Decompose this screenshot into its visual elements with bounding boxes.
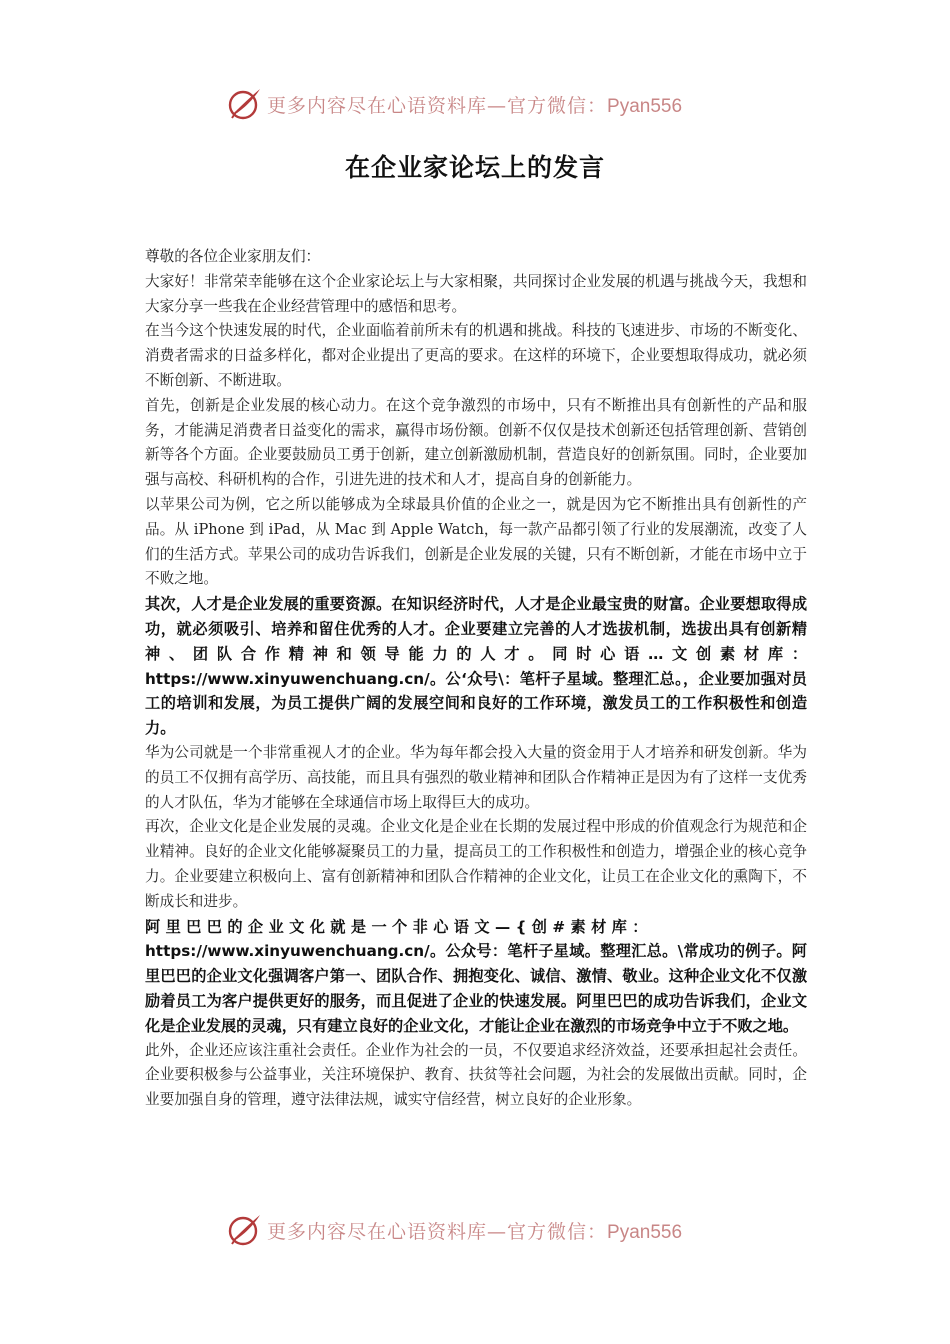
paragraph: 再次，企业文化是企业发展的灵魂。企业文化是企业在长期的发展过程中形成的价值观念行为规范和企业精神。良好的企业文化能够凝聚员工的力量，提高员工的工作积极性和创造力，增强企业的核心竞争力。企业要建立积极向上、富有创新精神和团队合作精神的企业文化，让员工在企业文化的熏陶下，不断成长和进步。: [145, 818, 807, 910]
paragraph: 大家好！非常荣幸能够在这个企业家论坛上与大家相聚，共同探讨企业发展的机遇与挑战今天，我想和大家分享一些我在企业经营管理中的感悟和思考。: [145, 272, 807, 315]
paragraph-bold: 其次，人才是企业发展的重要资源。在知识经济时代，人才是企业最宝贵的财富。企业要想取得成功，就必须吸引、培养和留住优秀的人才。企业要建立完善的人才选拔机制，选拔出具有创新精神、团队合作精神和领导能力的人才。同时心语…文创素材库：https://www.xinyuwenchuang.cn/。公‘众号\：笔杆子星域。整理汇总。，企业要加强对员工的培训和发展，为员工提供广阔的发展空间和良好的工作环境，激发员工的工作积极性和创造力。: [145, 595, 807, 738]
wechat-id: Pyan556: [607, 95, 683, 117]
banner-text: 更多内容尽在心语资料库—官方微信：Pyan556: [267, 94, 683, 117]
paragraph: 华为公司就是一个非常重视人才的企业。华为每年都会投入大量的资金用于人才培养和研发创新。华为的员工不仅拥有高学历、高技能，而且具有强烈的敬业精神和团队合作精神正是因为有了这样一支优秀的人才队伍，华为才能够在全球通信市场上取得巨大的成功。: [145, 743, 807, 811]
paragraph-bold: https://www.xinyuwenchuang.cn/。公众号：笔杆子星域。整理汇总。\常成功的例子。阿里巴巴的企业文化强调客户第一、团队合作、拥抱变化、诚信、激情、敬业。这种企业文化不仅激励着员工为客户提供更好的服务，而且促进了企业的快速发展。阿里巴巴的成功告诉我们，企业文化是企业发展的灵魂，只有建立良好的企业文化，才能让企业在激烈的市场竞争中立于不败之地。: [145, 942, 807, 1035]
footer-banner: [0, 1210, 950, 1250]
paragraph: 首先，创新是企业发展的核心动力。在这个竞争激烈的市场中，只有不断推出具有创新性的产品和服务，才能满足消费者日益变化的需求，赢得市场份额。创新不仅仅是技术创新还包括管理创新、营销创新等各个方面。企业要鼓励员工勇于创新，建立创新激励机制，营造良好的创新氛围。同时，企业要加强与高校、科研机构的合作，引进先进的技术和人才，提高自身的创新能力。: [145, 396, 807, 489]
paragraph-greeting: 尊敬的各位企业家朋友们：: [145, 248, 321, 265]
document-body: [145, 245, 807, 1113]
paragraph: 以苹果公司为例，它之所以能够成为全球最具价值的企业之一，就是因为它不断推出具有创新性的产品。从 iPhone 到 iPad，从 Mac 到 Apple Watch，每一款产品都引领了行业的发展潮流，改变了人们的生活方式。苹果公司的成功告诉我们，创新是企业发展的关键，只有不断创新，才能在市场中立于不败之地。: [145, 495, 807, 588]
header-banner: [0, 84, 950, 124]
paragraph: 在当今这个快速发展的时代，企业面临着前所未有的机遇和挑战。科技的飞速进步、市场的不断变化、消费者需求的日益多样化，都对企业提出了更高的要求。在这样的环境下，企业要想取得成功，就必须不断创新、不断进取。: [145, 322, 807, 389]
paragraph-bold: 阿里巴巴的企业文化就是一个非心语文—{创#素材库：: [145, 917, 653, 936]
banner-text: 更多内容尽在心语资料库—官方微信：Pyan556: [267, 1220, 683, 1243]
paragraph: 此外，企业还应该注重社会责任。企业作为社会的一员，不仅要追求经济效益，还要承担起社会责任。企业要积极参与公益事业，关注环境保护、教育、扶贫等社会问题，为社会的发展做出贡献。同时，企业要加强自身的管理，遵守法律法规，诚实守信经营，树立良好的企业形象。: [145, 1041, 807, 1109]
wechat-id: Pyan556: [607, 1221, 683, 1243]
pen-logo-icon: [227, 86, 263, 122]
pen-logo-icon: [227, 1212, 263, 1248]
document-title: 在企业家论坛上的发言: [344, 153, 605, 182]
